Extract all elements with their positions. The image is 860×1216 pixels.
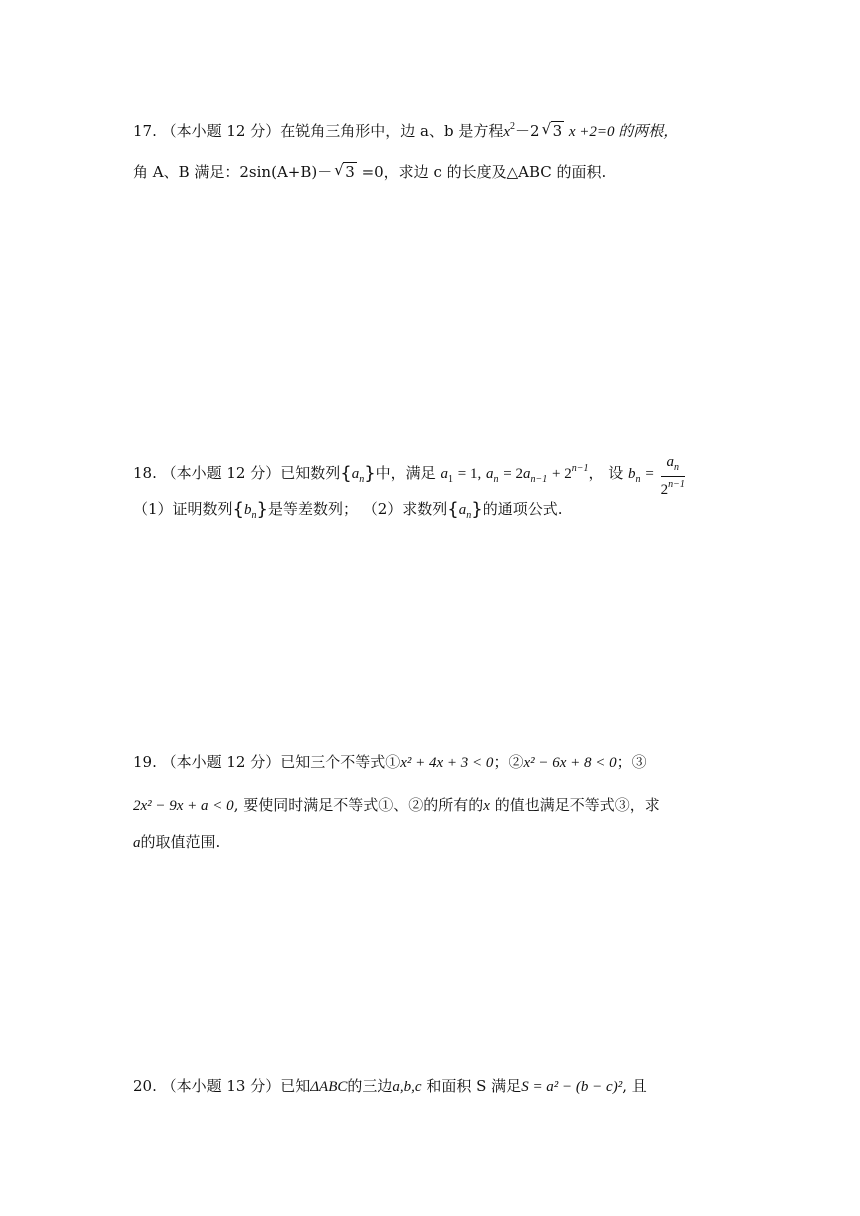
var-an: a <box>485 466 494 482</box>
var-an1: a <box>522 466 531 482</box>
q20-line1 <box>133 1076 647 1097</box>
brace-right: } <box>364 463 376 484</box>
q18-part2: 是等差数列； （2）求数列 <box>267 500 448 518</box>
q20-text4: , 且 <box>622 1077 647 1095</box>
var-a3: a <box>133 835 141 851</box>
q18-text-c: ， 设 <box>588 464 624 482</box>
q20-text: 20. （本小题 13 分）已知 <box>133 1077 311 1095</box>
frac-a: a <box>666 454 674 470</box>
q18-line2 <box>133 499 562 526</box>
q18-text-b: 中，满足 <box>375 464 436 482</box>
frac-sub-n: n <box>673 462 679 473</box>
q18-line1 <box>133 452 687 496</box>
sub-n: n <box>359 474 365 485</box>
q20-text3: 和面积 S 满足 <box>426 1077 522 1095</box>
var-bn: b <box>628 466 636 482</box>
q17-text: 17. （本小题 12 分）在锐角三角形中，边 a、b 是方程 <box>133 122 504 140</box>
var-a1: a <box>440 466 448 482</box>
sup-n-1: n−1 <box>571 463 589 474</box>
q19-sep2: ；③ <box>616 753 647 771</box>
q19-sep1: ；② <box>493 753 524 771</box>
q17-eq-tail: x +2=0 的两根， <box>568 124 679 140</box>
sub-n3: n <box>635 474 641 485</box>
frac-den <box>661 477 685 498</box>
q18-part1: （1）证明数列 <box>133 500 233 518</box>
frac-sup: n−1 <box>668 479 685 490</box>
sub-1: 1 <box>447 474 453 485</box>
brace-left2: { <box>232 499 244 520</box>
q19-line2 <box>133 795 660 816</box>
brace-right2: } <box>256 499 268 520</box>
q18-text: 18. （本小题 12 分）已知数列 <box>133 464 341 482</box>
sub-n5: n <box>466 510 472 521</box>
q19-line3 <box>133 832 220 853</box>
q17-sup: 2 <box>510 121 516 132</box>
sub-n4: n <box>251 510 257 521</box>
var-a: a <box>351 466 360 482</box>
brace-right3: } <box>471 499 483 520</box>
eq3: = <box>645 466 654 482</box>
sub-n-1: n−1 <box>530 474 548 485</box>
brace-left: { <box>340 463 352 484</box>
var-x: x <box>483 798 490 814</box>
q17-minus: －2 <box>515 122 540 140</box>
q19-text2: , 要使同时满足不等式①、②的所有的 <box>233 796 484 814</box>
q17-line1 <box>133 117 678 142</box>
formula: S = a² − (b − c)² <box>521 1079 623 1095</box>
q17-sqrt2 <box>334 162 357 182</box>
brace-left3: { <box>447 499 459 520</box>
q17-sqrt2-val: 3 <box>345 163 355 181</box>
q17-text3: =0，求边 c 的长度及△ABC 的面积. <box>361 163 607 181</box>
ineq1: x² + 4x + 3 < 0 <box>400 755 494 771</box>
q19-line1 <box>133 752 647 773</box>
triangle: ΔABC <box>310 1079 348 1095</box>
eq1: = 1, <box>457 466 482 482</box>
var-a2: a <box>458 502 467 518</box>
q19-text4: 的取值范围. <box>140 833 221 851</box>
q17-x: x <box>503 124 511 140</box>
ineq3: 2x² − 9x + a < 0 <box>133 798 234 814</box>
ineq2: x² − 6x + 8 < 0 <box>523 755 617 771</box>
q19-text: 19. （本小题 12 分）已知三个不等式① <box>133 753 401 771</box>
fraction <box>661 454 685 498</box>
sub-n2: n <box>493 474 499 485</box>
plus-2: + 2 <box>552 466 572 482</box>
q18-part3: 的通项公式. <box>482 500 563 518</box>
q19-text3: 的值也满足不等式③，求 <box>494 796 660 814</box>
q20-text2: 的三边 <box>347 1077 393 1095</box>
q17-sqrt-val: 3 <box>552 122 563 140</box>
q17-line2 <box>133 162 606 182</box>
frac-num <box>661 454 685 477</box>
eq2: = 2 <box>503 466 523 482</box>
q17-sqrt <box>542 121 565 141</box>
q17-text2: 角 A、B 满足：2sin(A+B)－ <box>133 163 333 181</box>
frac-2: 2 <box>660 482 669 498</box>
var-b: b <box>244 502 252 518</box>
sides: a,b,c <box>392 1079 422 1095</box>
